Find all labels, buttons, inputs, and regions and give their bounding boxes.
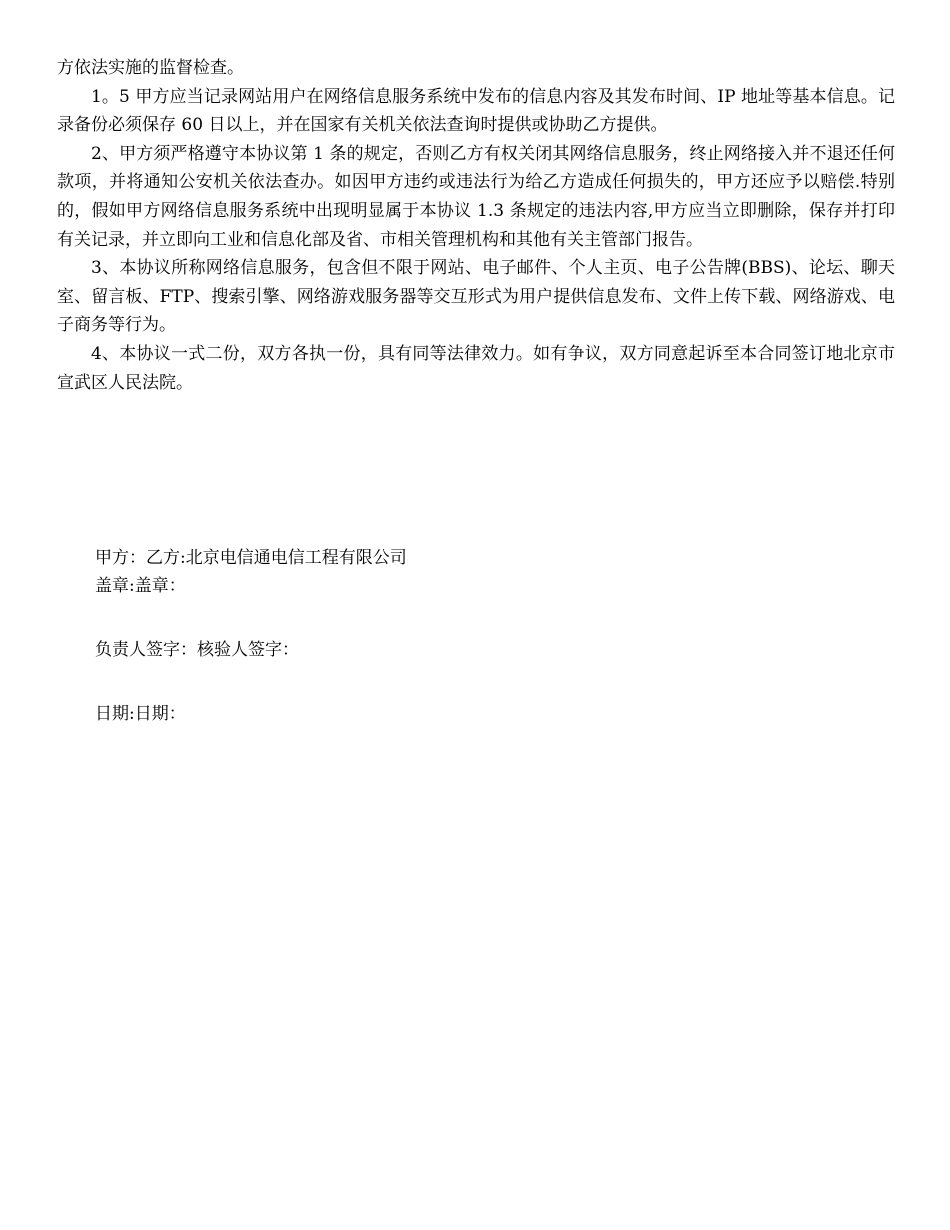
paragraph-4: 4、本协议一式二份，双方各执一份，具有同等法律效力。如有争议，双方同意起诉至本合同签订地北京市宣武区人民法院。 <box>57 343 895 393</box>
spacer <box>95 664 795 700</box>
signature-block <box>95 544 795 728</box>
seal-line: 盖章:盖章： <box>95 576 186 596</box>
paragraph-continuation: 方依法实施的监督检查。 <box>57 58 244 78</box>
spacer <box>95 600 795 636</box>
date-line: 日期:日期： <box>95 704 186 724</box>
agreement-body <box>57 54 895 397</box>
paragraph-1-5: 1。5 甲方应当记录网站用户在网络信息服务系统中发布的信息内容及其发布时间、IP 地址等基本信息。记录备份必须保存 60 日以上，并在国家有关机关依法查询时提供或协助乙方提供。 <box>57 86 895 136</box>
parties-line: 甲方：乙方:北京电信通电信工程有限公司 <box>95 548 407 568</box>
paragraph-3: 3、本协议所称网络信息服务，包含但不限于网站、电子邮件、个人主页、电子公告牌(BBS)、论坛、聊天室、留言板、FTP、搜索引擎、网络游戏服务器等交互形式为用户提供信息发布、文件上传下载、网络游戏、电子商务等行为。 <box>57 258 895 336</box>
signers-line: 负责人签字：核验人签字： <box>95 640 299 660</box>
paragraph-2: 2、甲方须严格遵守本协议第 1 条的规定，否则乙方有权关闭其网络信息服务，终止网络接入并不退还任何款项，并将通知公安机关依法查办。如因甲方违约或违法行为给乙方造成任何损失的，甲方还应予以赔偿.特别的，假如甲方网络信息服务系统中出现明显属于本协议 1.3 条规定的违法内容,甲方应当立即删除，保存并打印有关记录，并立即向工业和信息化部及省、市相关管理机构和其他有关主管部门报告。 <box>57 143 895 250</box>
